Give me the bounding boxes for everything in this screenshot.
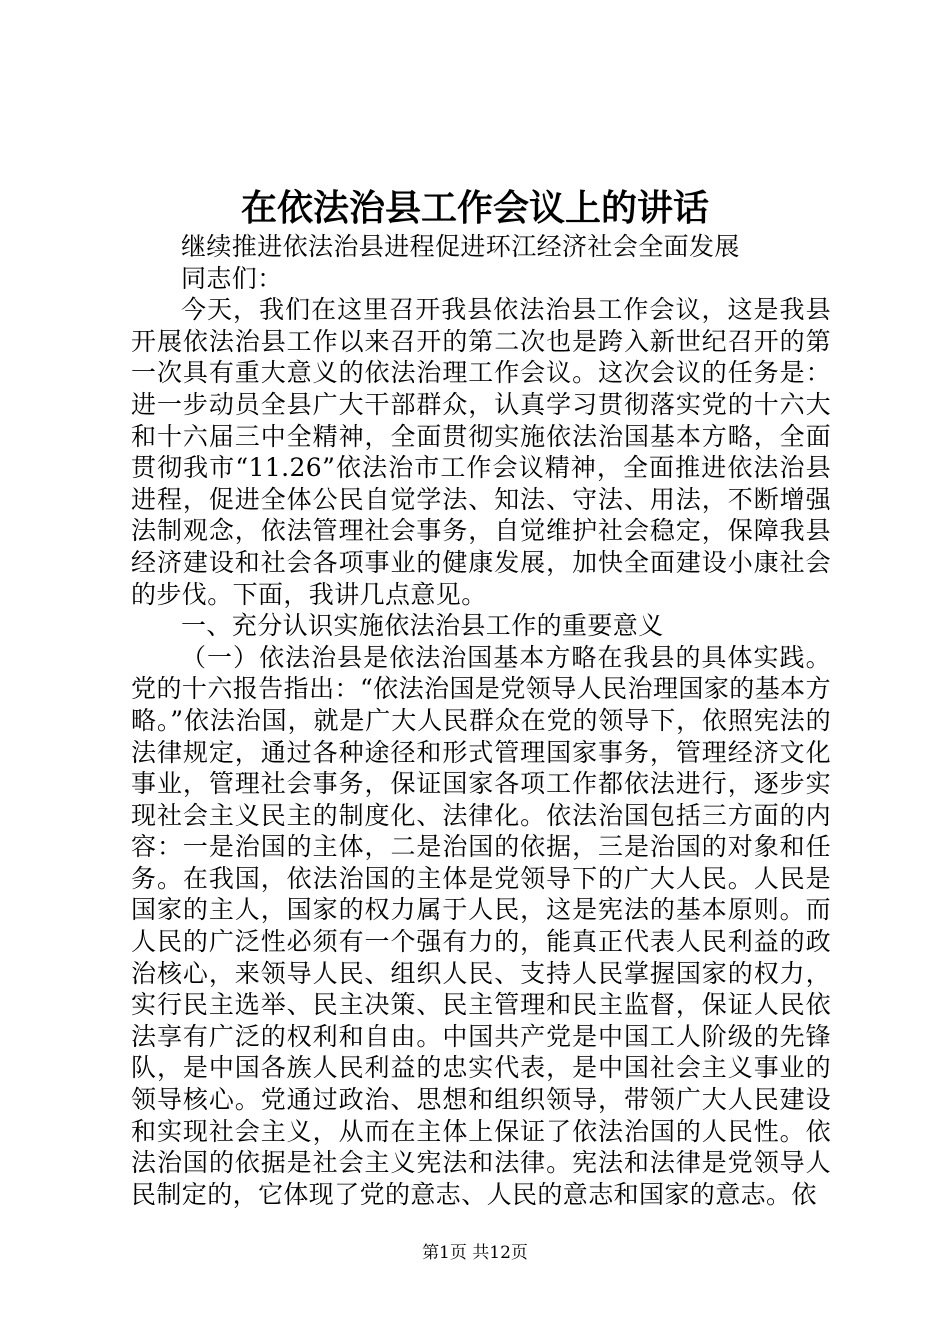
body-paragraph: 今天，我们在这里召开我县依法治县工作会议，这是我县开展依法治县工作以来召开的第二次也是跨入新世纪召开的第一次具有重大意义的依法治理工作会议。这次会议的任务是：进一步动员全县广大干部群众，认真学习贯彻落实党的十六大和十六届三中全精神，全面贯彻实施依法治国基本方略，全面贯彻我市“11.26”依法治市工作会议精神，全面推进依法治县进程，促进全体公民自觉学法、知法、守法、用法，不断增强法制观念，依法管理社会事务，自觉维护社会稳定，保障我县经济建设和社会各项事业的健康发展，加快全面建设小康社会的步伐。下面，我讲几点意见。 xyxy=(131,295,831,609)
document-body xyxy=(131,231,831,1210)
salutation-paragraph: 同志们： xyxy=(181,263,283,293)
page-number-footer: 第1页 共12页 xyxy=(422,1243,528,1263)
section-heading: 一、充分认识实施依法治县工作的重要意义 xyxy=(181,611,664,641)
body-paragraph: （一）依法治县是依法治国基本方略在我县的具体实践。党的十六报告指出：“依法治国是党领导人民治理国家的基本方略。”依法治国，就是广大人民群众在党的领导下，依照宪法的法律规定，通过各种途径和形式管理国家事务，管理经济文化事业，管理社会事务，保证国家各项工作都依法进行，逐步实现社会主义民主的制度化、法律化。依法治国包括三方面的内容：一是治国的主体，二是治国的依据，三是治国的对象和任务。在我国，依法治国的主体是党领导下的广大人民。人民是国家的主人，国家的权力属于人民，这是宪法的基本原则。而人民的广泛性必须有一个强有力的，能真正代表人民利益的政治核心，来领导人民、组织人民、支持人民掌握国家的权力，实行民主选举、民主决策、民主管理和民主监督，保证人民依法享有广泛的权利和自由。中国共产党是中国工人阶级的先锋队，是中国各族人民利益的忠实代表，是中国社会主义事业的领导核心。党通过政治、思想和组织领导，带领广大人民建设和实现社会主义，从而在主体上保证了依法治国的人民性。依法治国的依据是社会主义宪法和法律。宪法和法律是党领导人民制定的，它体现了党的意志、人民的意志和国家的意志。依 xyxy=(131,642,831,1209)
subtitle-paragraph: 继续推进依法治县进程促进环江经济社会全面发展 xyxy=(181,232,740,261)
document-title: 在依法治县工作会议上的讲话 xyxy=(240,187,709,229)
